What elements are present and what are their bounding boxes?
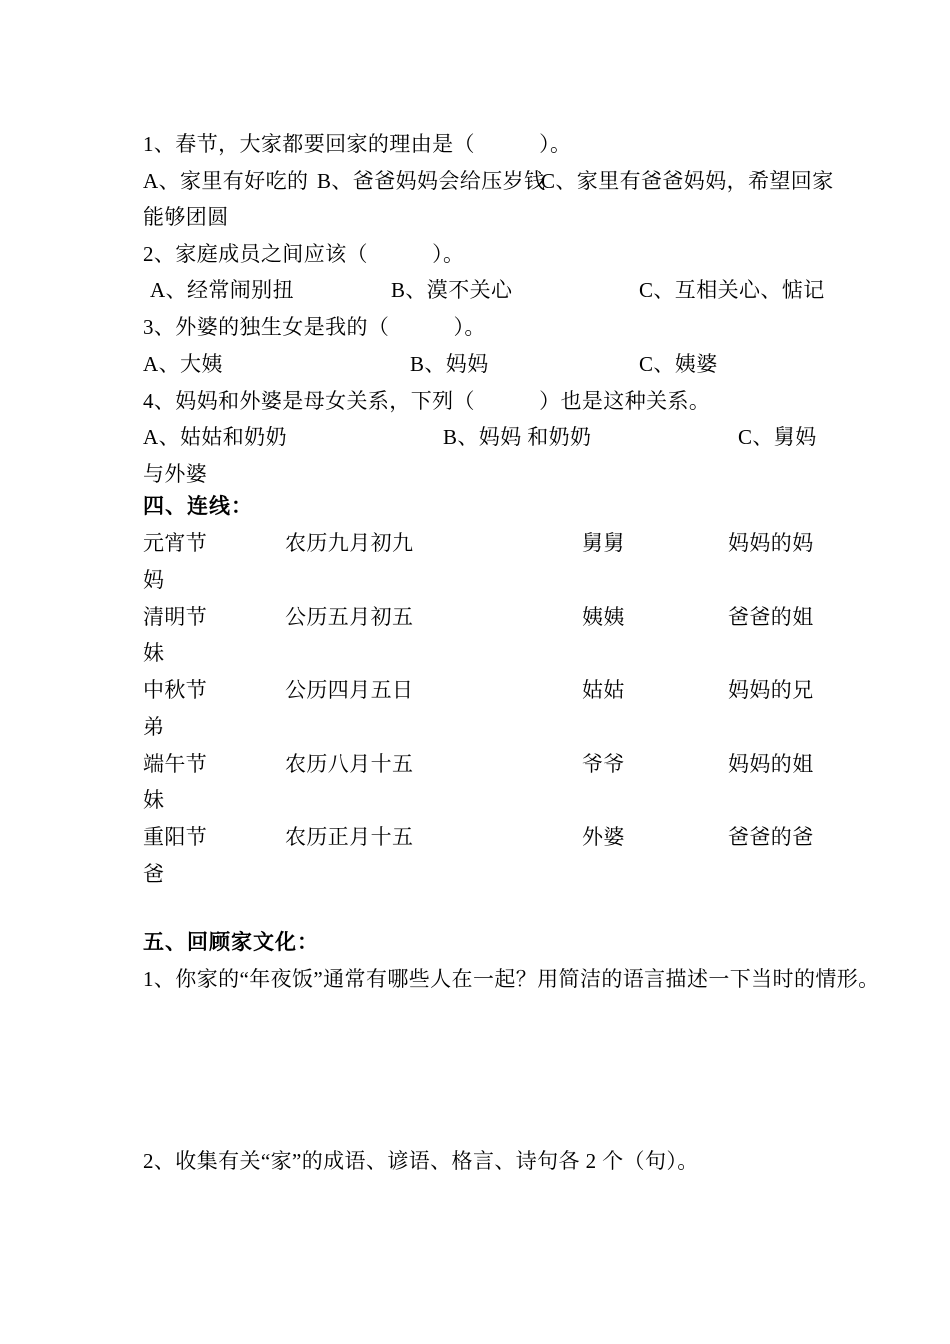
- match-row-4-wrap: [0, 784, 950, 814]
- section-5-question-1-segment-0: 1、你家的“年夜饭”通常有哪些人在一起？用简洁的语言描述一下当时的情形。: [143, 967, 880, 991]
- match-row-5-segment-3: 爸爸的爸: [728, 825, 814, 849]
- match-row-5: [0, 821, 950, 851]
- match-row-5-segment-1: 农历正月十五: [285, 825, 414, 849]
- question-3-options-segment-2: C、姨婆: [639, 352, 718, 376]
- match-row-1: [0, 527, 950, 557]
- question-3-options-segment-0: A、大姨: [143, 352, 223, 376]
- match-row-3-segment-2: 姑姑: [582, 678, 625, 702]
- question-2-options-segment-1: B、漠不关心: [391, 278, 513, 302]
- question-4-options: [0, 421, 950, 451]
- match-row-4-segment-3: 妈妈的姐: [728, 752, 814, 776]
- question-4-options-segment-2: C、舅妈: [738, 425, 817, 449]
- match-row-2-segment-3: 爸爸的姐: [728, 605, 814, 629]
- match-row-5-segment-0: 重阳节: [143, 825, 208, 849]
- match-row-2-wrap: [0, 637, 950, 667]
- question-4-segment-0: 4、妈妈和外婆是母女关系，下列（ ）也是这种关系。: [143, 389, 711, 413]
- match-row-2-segment-1: 公历五月初五: [285, 605, 414, 629]
- match-row-4-wrap-segment-0: 妹: [143, 788, 165, 812]
- match-row-3-wrap: [0, 711, 950, 741]
- match-row-2-segment-2: 姨姨: [582, 605, 625, 629]
- match-row-1-wrap: [0, 564, 950, 594]
- match-row-1-segment-1: 农历九月初九: [285, 531, 414, 555]
- match-row-4-segment-0: 端午节: [143, 752, 208, 776]
- question-1-options-segment-1: B、爸爸妈妈会给压岁钱: [317, 169, 546, 193]
- question-4-option-c-wrap: [0, 458, 950, 488]
- match-row-2-segment-0: 清明节: [143, 605, 208, 629]
- question-4-options-segment-0: A、姑姑和奶奶: [143, 425, 287, 449]
- section-5-question-1: [0, 963, 950, 993]
- section-5-heading: [0, 926, 950, 956]
- question-2: [0, 238, 950, 268]
- match-row-1-segment-2: 舅舅: [582, 531, 625, 555]
- question-1-options-segment-0: A、家里有好吃的: [143, 169, 309, 193]
- question-2-options: [0, 274, 950, 304]
- section-5-question-2-segment-0: 2、收集有关“家”的成语、谚语、格言、诗句各 2 个（句）。: [143, 1149, 699, 1173]
- question-1-option-c-wrap: [0, 201, 950, 231]
- match-row-4: [0, 748, 950, 778]
- question-3: [0, 311, 950, 341]
- match-row-3: [0, 674, 950, 704]
- question-1-options: [0, 165, 950, 195]
- question-3-options-segment-1: B、妈妈: [410, 352, 489, 376]
- question-1: [0, 128, 950, 158]
- question-3-segment-0: 3、外婆的独生女是我的（ ）。: [143, 315, 486, 339]
- match-row-5-wrap-segment-0: 爸: [143, 862, 165, 886]
- question-4: [0, 385, 950, 415]
- match-row-3-segment-0: 中秋节: [143, 678, 208, 702]
- match-row-3-segment-3: 妈妈的兄: [728, 678, 814, 702]
- match-row-5-segment-2: 外婆: [582, 825, 625, 849]
- section-4-heading-segment-0: 四、连线：: [143, 495, 253, 518]
- question-2-options-segment-0: A、经常闹别扭: [150, 278, 294, 302]
- question-4-option-c-wrap-segment-0: 与外婆: [143, 462, 208, 486]
- question-4-options-segment-1: B、妈妈 和奶奶: [443, 425, 592, 449]
- match-row-5-wrap: [0, 858, 950, 888]
- question-2-segment-0: 2、家庭成员之间应该（ ）。: [143, 242, 465, 266]
- question-3-options: [0, 348, 950, 378]
- question-1-options-segment-2: C、家里有爸爸妈妈，希望回家: [541, 169, 834, 193]
- match-row-1-segment-3: 妈妈的妈: [728, 531, 814, 555]
- match-row-3-segment-1: 公历四月五日: [285, 678, 414, 702]
- match-row-1-segment-0: 元宵节: [143, 531, 208, 555]
- match-row-2: [0, 601, 950, 631]
- question-2-options-segment-2: C、互相关心、惦记: [639, 278, 825, 302]
- match-row-4-segment-2: 爷爷: [582, 752, 625, 776]
- match-row-3-wrap-segment-0: 弟: [143, 715, 165, 739]
- question-1-segment-0: 1、春节，大家都要回家的理由是（ ）。: [143, 132, 572, 156]
- section-5-question-2: [0, 1145, 950, 1175]
- question-1-option-c-wrap-segment-0: 能够团圆: [143, 205, 229, 229]
- match-row-2-wrap-segment-0: 妹: [143, 641, 165, 665]
- match-row-1-wrap-segment-0: 妈: [143, 568, 165, 592]
- match-row-4-segment-1: 农历八月十五: [285, 752, 414, 776]
- section-4-heading: [0, 490, 950, 520]
- section-5-heading-segment-0: 五、回顾家文化：: [143, 931, 319, 954]
